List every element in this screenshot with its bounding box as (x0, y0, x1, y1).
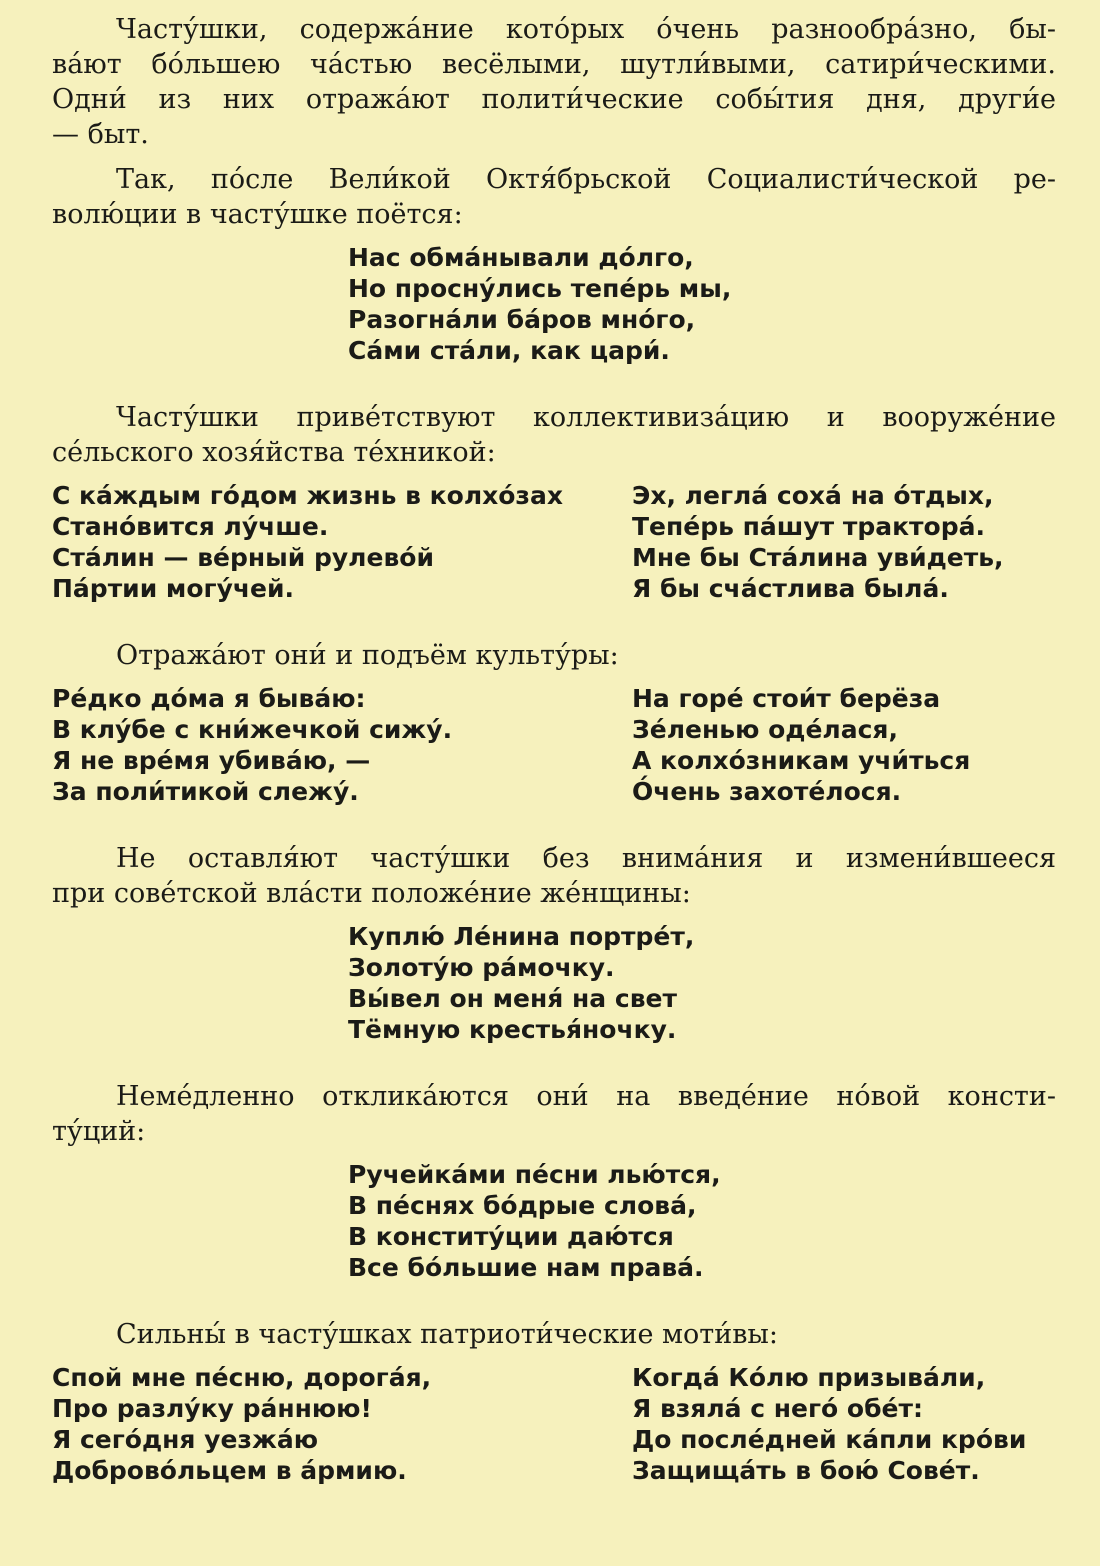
verse-line: О́чень захоте́лося. (632, 777, 902, 806)
verse-line: С ка́ждым го́дом жизнь в колхо́зах (52, 481, 563, 510)
verse-column-left (52, 683, 632, 807)
verse-line: Когда́ Ко́лю призыва́ли, (632, 1363, 986, 1392)
verse-line: Ре́дко до́ма я быва́ю: (52, 684, 366, 713)
text-line: Сильны́ в часту́шках патриоти́ческие моти́вы: (116, 1319, 778, 1350)
text-line: Отража́ют они́ и подъём культу́ры: (116, 640, 619, 671)
verse-line: Нас обма́нывали до́лго, (348, 243, 694, 272)
verse-line: Я бы сча́стлива была́. (632, 574, 949, 603)
verse-line: В пе́снях бо́дрые слова́, (348, 1191, 697, 1220)
verse-line: Зе́ленью оде́лася, (632, 715, 898, 744)
verse-column-right (632, 1362, 1026, 1486)
verse-line: Мне бы Ста́лина уви́деть, (632, 543, 1004, 572)
verse-line: Па́ртии могу́чей. (52, 574, 295, 603)
verse-line: До после́дней ка́пли кро́ви (632, 1425, 1027, 1454)
verse-women (52, 921, 1056, 1045)
paragraph-intro (52, 12, 1056, 152)
verse-line: В конститу́ции даю́тся (348, 1222, 674, 1251)
verse-line: Ручейка́ми пе́сни лью́тся, (348, 1160, 721, 1189)
text-line: се́льского хозя́йства те́хникой: (52, 437, 496, 468)
verse-line: В клу́бе с кни́жечкой сижу́. (52, 715, 453, 744)
text-line: — быт. (52, 119, 149, 150)
verse-line: Защища́ть в бою́ Сове́т. (632, 1456, 980, 1485)
verse-collectivization (52, 480, 1056, 604)
verse-line: Про разлу́ку ра́ннюю! (52, 1394, 372, 1423)
verse-line: Куплю́ Ле́нина портре́т, (348, 922, 695, 951)
verse-line: На горе́ стои́т берёза (632, 684, 941, 713)
text-line: ва́ют бо́льшею ча́стью весёлыми, шутли́выми, сатири́ческими. (52, 49, 1056, 80)
verse-line: Я сего́дня уезжа́ю (52, 1425, 319, 1454)
verse-line: Золоту́ю ра́мочку. (348, 953, 615, 982)
verse-column-right (632, 480, 1004, 604)
verse-line: Вы́вел он меня́ на свет (348, 984, 677, 1013)
verse-line: Я взяла́ с него́ обе́т: (632, 1394, 924, 1423)
verse-column-left (52, 480, 632, 604)
text-line: Одни́ из них отража́ют полити́ческие собы́тия дня, други́е (52, 84, 1056, 115)
text-line: волю́ции в часту́шке поётся: (52, 199, 463, 230)
text-line: Не оставля́ют часту́шки без внима́ния и измени́вшееся (116, 843, 1056, 874)
paragraph-collectivization (52, 400, 1056, 470)
verse-line: Ста́лин — ве́рный рулево́й (52, 543, 434, 572)
paragraph-women (52, 841, 1056, 911)
verse-patriotic (52, 1362, 1056, 1486)
verse-line: А колхо́зникам учи́ться (632, 746, 971, 775)
verse-line: Эх, легла́ соха́ на о́тдых, (632, 481, 994, 510)
verse-constitution (52, 1159, 1056, 1283)
paragraph-revolution (52, 162, 1056, 232)
text-line: при сове́тской вла́сти положе́ние же́нщины: (52, 878, 691, 909)
paragraph-patriotic (52, 1317, 1056, 1352)
verse-column-right (632, 683, 970, 807)
verse-revolution (52, 242, 1056, 366)
text-line: Часту́шки приве́тствуют коллективиза́цию и вооруже́ние (116, 402, 1056, 433)
verse-line: Са́ми ста́ли, как цари́. (348, 336, 670, 365)
verse-line: Все бо́льшие нам права́. (348, 1253, 704, 1282)
verse-culture (52, 683, 1056, 807)
text-line: Так, по́сле Вели́кой Октя́брьской Социалисти́ческой ре- (116, 164, 1056, 195)
verse-line: Я не вре́мя убива́ю, — (52, 746, 371, 775)
verse-line: Доброво́льцем в а́рмию. (52, 1456, 407, 1485)
verse-line: Разогна́ли ба́ров мно́го, (348, 305, 696, 334)
verse-column-left (52, 1362, 632, 1486)
verse-line: Спой мне пе́сню, дорога́я, (52, 1363, 432, 1392)
verse-line: Тепе́рь па́шут трактора́. (632, 512, 985, 541)
text-line: ту́ций: (52, 1116, 146, 1147)
verse-line: Но просну́лись тепе́рь мы, (348, 274, 732, 303)
verse-line: Тёмную крестья́ночку. (348, 1015, 677, 1044)
paragraph-constitution (52, 1079, 1056, 1149)
paragraph-culture (52, 638, 1056, 673)
verse-line: Стано́вится лу́чше. (52, 512, 329, 541)
verse-line: За поли́тикой слежу́. (52, 777, 359, 806)
text-line: Часту́шки, содержа́ние кото́рых о́чень разнообра́зно, бы- (116, 14, 1056, 45)
text-line: Неме́дленно отклика́ются они́ на введе́ние но́вой консти- (116, 1081, 1056, 1112)
